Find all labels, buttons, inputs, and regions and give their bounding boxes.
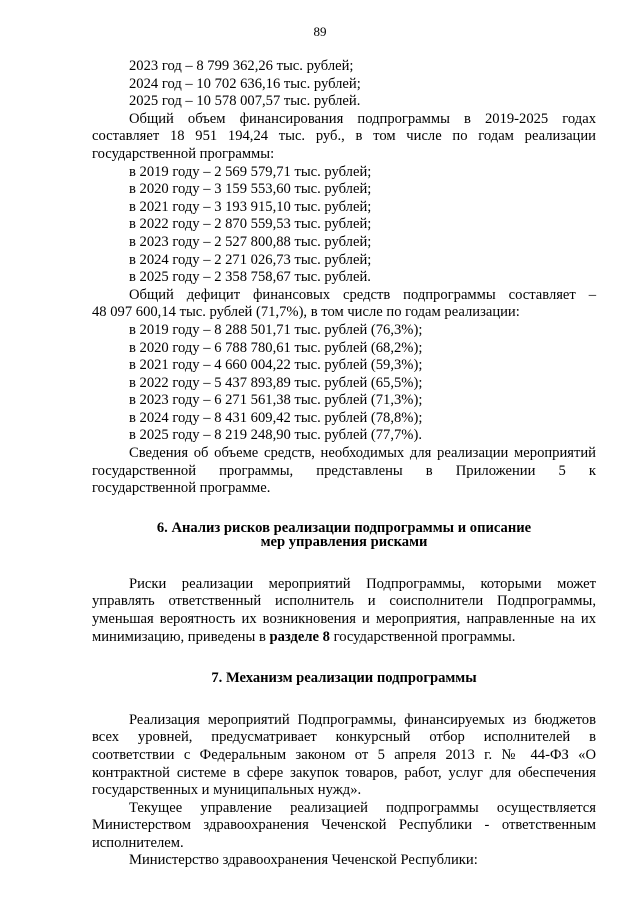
deficit-by-year-list bbox=[92, 322, 596, 445]
text-fragment: минимизацию, приведены в bbox=[92, 628, 270, 645]
list-item: в 2025 году – 2 358 758,67 тыс. рублей. bbox=[129, 269, 371, 286]
list-item: в 2019 году – 8 288 501,71 тыс. рублей (76,3%); bbox=[129, 321, 423, 338]
text-line: Общий объем финансирования подпрограммы в 2019-2025 годах bbox=[129, 110, 596, 127]
text-line: Текущее управление реализацией подпрограммы осуществляется bbox=[129, 799, 596, 816]
section-7-paragraph-2 bbox=[92, 800, 596, 853]
text-line: составляет 18 951 194,24 тыс. руб., в том числе по годам реализации bbox=[92, 128, 596, 145]
financing-by-year-list bbox=[92, 164, 596, 287]
text-line: исполнителем. bbox=[92, 834, 184, 851]
appendix-note-paragraph bbox=[92, 445, 596, 498]
text-line: контрактной системе в сфере закупок товаров, работ, услуг для обеспечения bbox=[92, 764, 596, 781]
text-line: управлять ответственный исполнитель и соисполнители Подпрограммы, bbox=[92, 593, 596, 610]
text-line: государственных и муниципальных нужд». bbox=[92, 782, 362, 799]
text-line: уменьшая вероятность их возникновения и мероприятия, направленные на их bbox=[92, 611, 596, 628]
section-6-heading bbox=[92, 521, 596, 550]
text-line: Министерством здравоохранения Чеченской Республики - ответственным bbox=[92, 817, 596, 834]
list-item: 2025 год – 10 578 007,57 тыс. рублей. bbox=[129, 93, 361, 110]
deficit-paragraph bbox=[92, 287, 596, 322]
text-line: 48 097 600,14 тыс. рублей (71,7%), в том числе по годам реализации: bbox=[92, 304, 520, 321]
page-number: 89 bbox=[313, 24, 327, 39]
section-6-paragraph bbox=[92, 576, 596, 646]
text-fragment: государственной программы. bbox=[329, 628, 516, 645]
list-item: в 2023 году – 6 271 561,38 тыс. рублей (71,3%); bbox=[129, 392, 423, 409]
top-financing-list bbox=[92, 58, 596, 111]
section-7-paragraph-1 bbox=[92, 712, 596, 800]
list-item: в 2020 году – 3 159 553,60 тыс. рублей; bbox=[129, 181, 372, 198]
list-item: в 2021 году – 3 193 915,10 тыс. рублей; bbox=[129, 198, 372, 215]
list-item: в 2019 году – 2 569 579,71 тыс. рублей; bbox=[129, 163, 372, 180]
list-item: в 2022 году – 2 870 559,53 тыс. рублей; bbox=[129, 216, 372, 233]
list-item: в 2022 году – 5 437 893,89 тыс. рублей (65,5%); bbox=[129, 374, 423, 391]
page-content bbox=[92, 58, 596, 870]
list-item: в 2025 году – 8 219 248,90 тыс. рублей (77,7%). bbox=[129, 427, 422, 444]
text-line: Риски реализации мероприятий Подпрограммы, которыми может bbox=[129, 575, 596, 592]
text-line: соответствии с Федеральным законом от 5 апреля 2013 г. № 44-ФЗ «О bbox=[92, 746, 596, 763]
text-line: всех уровней, предусматривает конкурсный отбор исполнителей в bbox=[92, 729, 596, 746]
list-item: в 2021 году – 4 660 004,22 тыс. рублей (59,3%); bbox=[129, 357, 423, 374]
section-7-paragraph-3 bbox=[92, 852, 596, 870]
heading-line: 6. Анализ рисков реализации подпрограммы и описание bbox=[156, 519, 532, 536]
section-7-heading: 7. Механизм реализации подпрограммы bbox=[211, 670, 477, 687]
text-line: государственной программе. bbox=[92, 480, 271, 497]
text-line bbox=[92, 629, 596, 647]
list-item: в 2023 году – 2 527 800,88 тыс. рублей; bbox=[129, 233, 372, 250]
text-line: Министерство здравоохранения Чеченской Республики: bbox=[129, 852, 478, 869]
list-item: 2023 год – 8 799 362,26 тыс. рублей; bbox=[129, 58, 354, 74]
list-item: в 2024 году – 2 271 026,73 тыс. рублей; bbox=[129, 251, 372, 268]
section-reference: разделе 8 bbox=[269, 628, 330, 645]
text-line: Общий дефицит финансовых средств подпрограммы составляет – bbox=[129, 286, 596, 303]
text-line: Реализация мероприятий Подпрограммы, финансируемых из бюджетов bbox=[129, 711, 596, 728]
text-line: Сведения об объеме средств, необходимых для реализации мероприятий bbox=[129, 445, 596, 462]
list-item: в 2020 году – 6 788 780,61 тыс. рублей (68,2%); bbox=[129, 339, 423, 356]
heading-line: мер управления рисками bbox=[260, 534, 428, 551]
total-financing-paragraph bbox=[92, 111, 596, 164]
list-item: в 2024 году – 8 431 609,42 тыс. рублей (78,8%); bbox=[129, 409, 423, 426]
list-item: 2024 год – 10 702 636,16 тыс. рублей; bbox=[129, 75, 361, 92]
text-line: государственной программы: bbox=[92, 145, 275, 162]
text-line: государственной программы, представлены в Приложении 5 к bbox=[92, 462, 596, 479]
